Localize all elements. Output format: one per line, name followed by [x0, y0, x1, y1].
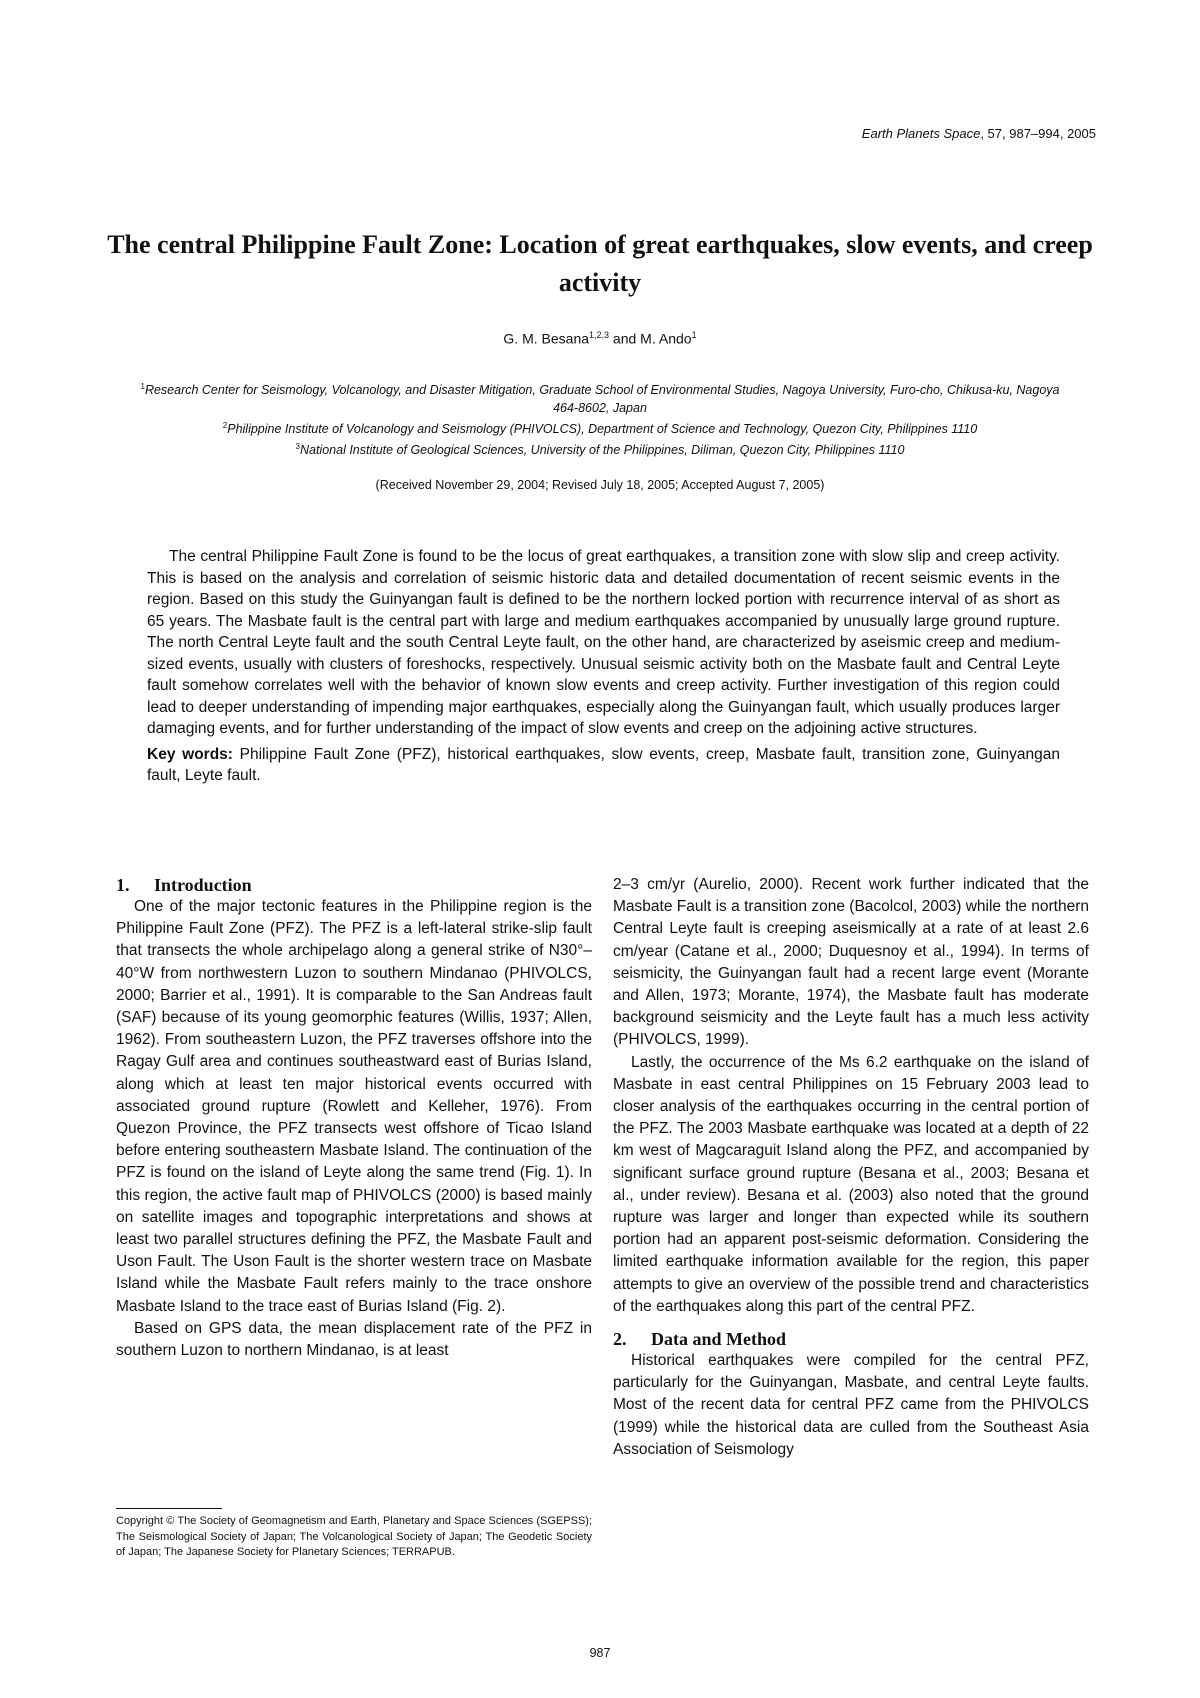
affiliation-2-mark: 2	[222, 421, 228, 431]
keywords-label: Key words:	[147, 745, 233, 763]
affiliation-2	[130, 417, 1070, 438]
right-column	[613, 874, 1089, 1461]
author-2-affil: 1	[691, 330, 697, 340]
intro-paragraph-3: Lastly, the occurrence of the Ms 6.2 earthquake on the island of Masbate in east central Philippines on 15 February 2003 lead to closer analysis of the earthquakes occurring in the central portion of the PFZ. The 2003 Masbate earthquake was located at a depth of 22 km west of Magcaraguit Island along the PFZ, and accompanied by significant surface ground rupture (Besana et al., 2003; Besana et al., under review). Besana et al. (2003) also noted that the ground rupture was larger and longer than expected while its southern portion had an apparent post-seismic deformation. Considering the limited earthquake information available for the region, this paper attempts to give an overview of the possible trend and characteristics of the earthquakes along this part of the central PFZ.	[613, 1053, 1089, 1315]
journal-name: Earth Planets Space	[861, 126, 981, 141]
keywords	[147, 744, 1060, 787]
section-1-number: 1.	[116, 875, 130, 895]
copyright-footnote: Copyright © The Society of Geomagnetism and Earth, Planetary and Space Sciences (SGEPSS); The Seismological Society of Japan; The Volcanological Society of Japan; The Geodetic Society of Japan; The Japanese Society for Planetary Sciences; TERRAPUB.	[116, 1515, 592, 1558]
affiliation-3-text: National Institute of Geological Sciences, University of the Philippines, Diliman, Quezon City, Philippines 1110	[299, 443, 905, 458]
intro-paragraph-2-continued: 2–3 cm/yr (Aurelio, 2000). Recent work further indicated that the Masbate Fault is a transition zone (Bacolcol, 2003) while the northern Central Leyte fault is creeping aseismically at a rate of at least 2.6 cm/year (Catane et al., 2000; Duquesnoy et al., 1994). In terms of seismicity, the Guinyangan fault had a recent large event (Morante and Allen, 1973; Morante, 1974), the Masbate fault has moderate background seismicity and the Leyte fault has a much less activity (PHIVOLCS, 1999).	[613, 876, 1089, 1049]
affiliation-3-mark: 3	[295, 442, 300, 452]
section-2-number: 2.	[613, 1329, 627, 1350]
section-1-heading	[116, 874, 592, 896]
footnote-rule	[116, 1508, 222, 1509]
intro-paragraph-2: Based on GPS data, the mean displacement rate of the PFZ in southern Luzon to northern Mindanao, is at least	[116, 1319, 592, 1360]
paper-title: The central Philippine Fault Zone: Location of great earthquakes, slow events, and creep activity	[107, 230, 1093, 297]
section-2-heading	[613, 1328, 1089, 1350]
keywords-text: Philippine Fault Zone (PFZ), historical earthquakes, slow events, creep, Masbate fault, transition zone, Guinyangan fault, Leyte fault.	[147, 745, 1060, 784]
affiliation-3	[130, 438, 1070, 459]
section-1-title: Introduction	[154, 875, 252, 895]
affiliation-1	[130, 378, 1070, 417]
journal-citation: , 57, 987–994, 2005	[980, 126, 1096, 141]
author-1-affil: 1,2,3	[589, 330, 610, 340]
abstract	[147, 546, 1060, 787]
intro-paragraph-1: One of the major tectonic features in the Philippine region is the Philippine Fault Zone (PFZ). The PFZ is a left-lateral strike-slip fault that transects the whole archipelago along a general strike of N30°–40°W from northwestern Luzon to southern Mindanao (PHIVOLCS, 2000; Barrier et al., 1991). It is comparable to the San Andreas fault (SAF) because of its young geomorphic features (Willis, 1937; Allen, 1962). From southeastern Luzon, the PFZ traverses offshore into the Ragay Gulf area and continues southeastward east of Burias Island, along which at least ten major historical events occurred with associated ground rupture (Rowlett and Kelleher, 1976). From Quezon Province, the PFZ transects west offshore of Ticao Island before entering southeastern Masbate Island. The continuation of the PFZ is found on the island of Leyte along the same trend (Fig. 1). In this region, the active fault map of PHIVOLCS (2000) is based mainly on satellite images and topographic interpretations and shows at least two parallel structures defining the PFZ, the Masbate Fault and Uson Fault. The Uson Fault is the shorter western trace on Masbate Island while the Masbate Fault refers mainly to the trace onshore Masbate Island to the trace east of Burias Island (Fig. 2).	[116, 898, 592, 1315]
affiliation-2-text: Philippine Institute of Volcanology and Seismology (PHIVOLCS), Department of Science and Technology, Quezon City, Philippines 1110	[227, 422, 978, 437]
abstract-text: The central Philippine Fault Zone is found to be the locus of great earthquakes, a transition zone with slow slip and creep activity. This is based on the analysis and correlation of seismic historic data and detailed documentation of recent seismic events in the region. Based on this study the Guinyangan fault is defined to be the northern locked portion with recurrence interval of as short as 65 years. The Masbate fault is the central part with large and medium earthquakes accompanied by unusually large ground rupture. The north Central Leyte fault and the south Central Leyte fault, on the other hand, are characterized by aseismic creep and medium-sized events, usually with clusters of foreshocks, respectively. Unusual seismic activity both on the Masbate fault and Central Leyte fault somehow correlates well with the behavior of known slow events and creep activity. Further investigation of this region could lead to deeper understanding of impending major earthquakes, especially along the Guinyangan fault, which usually produces larger damaging events, and for further understanding of the impact of slow events and creep on the adjoining active structures.	[147, 548, 1060, 737]
affiliation-1-text: Research Center for Seismology, Volcanology, and Disaster Mitigation, Graduate School of Environmental Studies, Nagoya University, Furo-cho, Chikusa-ku, Nagoya 464-8602, Japan	[144, 383, 1060, 416]
data-method-paragraph-1: Historical earthquakes were compiled for the central PFZ, particularly for the Guinyangan, Masbate, and central Leyte faults. Most of the recent data for central PFZ came from the PHIVOLCS (1999) while the historical data are culled from the Southeast Asia Association of Seismology	[613, 1352, 1089, 1458]
author-1: G. M. Besana	[503, 330, 590, 347]
affiliation-1-mark: 1	[140, 382, 145, 391]
section-2-title: Data and Method	[651, 1329, 787, 1350]
left-column	[116, 874, 592, 1362]
running-head	[862, 126, 1096, 141]
affiliations	[130, 378, 1070, 459]
received-dates: (Received November 29, 2004; Revised July 18, 2005; Accepted August 7, 2005)	[375, 478, 825, 492]
page-number: 987	[589, 1646, 611, 1660]
author-line	[0, 330, 1200, 347]
author-2: and M. Ando	[609, 330, 692, 347]
